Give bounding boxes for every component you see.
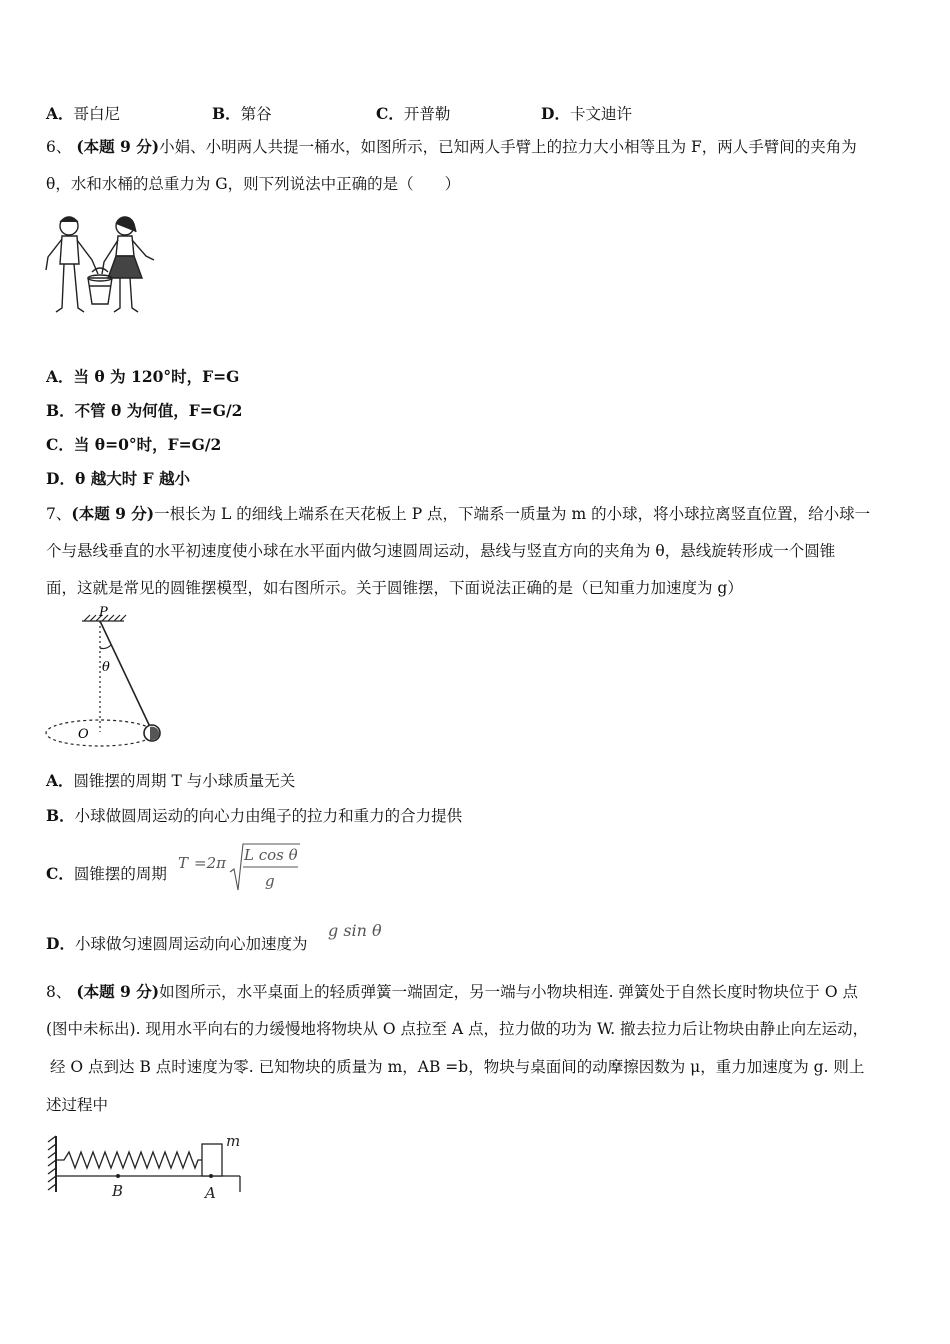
q6-option-c: C．当 θ=0°时，F=G/2 [46,435,222,454]
q5-option-a: A．哥白尼 [46,104,121,123]
formula-lhs: T [178,854,189,872]
q7-formula-period [174,838,304,894]
q7-option-a: A．圆锥摆的周期 T 与小球质量无关 [46,771,296,790]
q6-option-a: A．当 θ 为 120°时，F=G [46,367,240,386]
q8-label-m: m [226,1132,241,1150]
q7-label-theta: θ [102,660,110,675]
formula-denominator: g [265,872,275,890]
q7-option-d: D．小球做匀速圆周运动向心加速度为 [46,934,308,953]
q6-stem-line1: 6、 (本题 9 分)小娟、小明两人共提一桶水，如图所示，已知两人手臂上的拉力大小相等且为 F，两人手臂间的夹角为 [46,137,857,156]
q8-stem-line2: (图中未标出). 现用水平向右的力缓慢地将物块从 O 点拉至 A 点，拉力做的功为 W. 撤去拉力后让物块由静止向左运动， [46,1020,869,1038]
q6-figure-kids-bucket [42,212,160,324]
q8-stem-line3: 经 O 点到达 B 点时速度为零. 已知物块的质量为 m，AB =b，物块与桌面间的动摩擦因数为 μ，重力加速度为 g. 则上 [50,1058,865,1076]
q8-stem-line4: 述过程中 [46,1096,109,1114]
q7-option-c: C．圆锥摆的周期 [46,864,167,883]
q6-option-b: B．不管 θ 为何值，F=G/2 [46,401,243,420]
q7-stem-line2: 个与悬线垂直的水平初速度使小球在水平面内做匀速圆周运动，悬线与竖直方向的夹角为 θ，悬线旋转形成一个圆锥 [46,542,836,560]
q6-option-d: D．θ 越大时 F 越小 [46,469,190,488]
q5-option-c: C．开普勒 [376,104,451,123]
q8-stem-line1: 8、 (本题 9 分)如图所示，水平桌面上的轻质弹簧一端固定，另一端与小物块相连. 弹簧处于自然长度时物块位于 O 点 [46,982,858,1001]
q7-label-o: O [78,727,89,742]
formula-eq: =2π [194,854,226,872]
q7-figure-conical-pendulum [42,604,168,750]
q5-option-b: B．第谷 [212,104,272,123]
q6-stem-line2: θ，水和水桶的总重力为 G，则下列说法中正确的是（ ） [46,175,461,193]
q5-option-d: D．卡文迪许 [541,104,632,123]
q7-formula-accel: g sin θ [328,921,382,940]
q8-label-a: A [205,1184,216,1202]
q8-figure-spring-block [44,1132,244,1204]
formula-numerator: L cos θ [244,846,298,864]
q8-label-b: B [112,1182,124,1200]
q7-option-b: B．小球做圆周运动的向心力由绳子的拉力和重力的合力提供 [46,806,463,825]
q7-label-p: P [99,605,108,620]
q7-stem-line1: 7、(本题 9 分)一根长为 L 的细线上端系在天花板上 P 点，下端系一质量为 m 的小球，将小球拉离竖直位置，给小球一 [46,504,871,523]
q7-stem-line3: 面，这就是常见的圆锥摆模型，如右图所示。关于圆锥摆，下面说法正确的是（已知重力加速度为 g） [46,579,743,597]
